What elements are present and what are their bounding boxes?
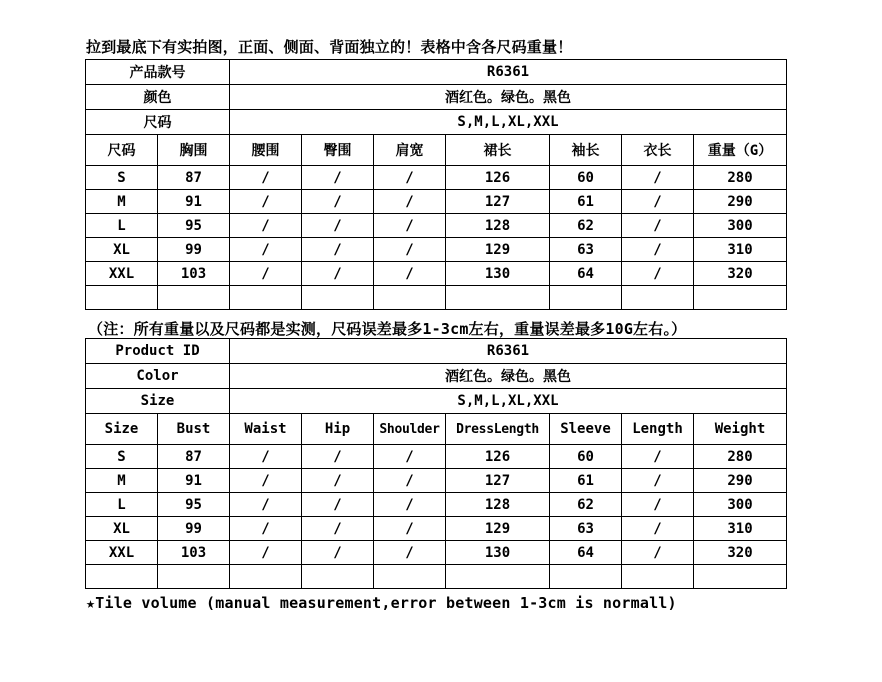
cell: 99: [158, 238, 230, 262]
size-list-row: [86, 389, 787, 414]
header-cell: 肩宽: [374, 135, 446, 166]
cell: /: [374, 238, 446, 262]
cell: 130: [446, 262, 550, 286]
cell: /: [230, 541, 302, 565]
cell: L: [86, 214, 158, 238]
cell: /: [302, 541, 374, 565]
measurement-note: （注：所有重量以及尺码都是实测，尺码误差最多1-3cm左右，重量误差最多10G左右。）: [88, 320, 687, 338]
cell: 63: [550, 238, 622, 262]
color-label: Color: [86, 364, 230, 389]
cell: 320: [694, 541, 787, 565]
color-row: [86, 85, 787, 110]
cell: /: [230, 190, 302, 214]
cell: /: [622, 493, 694, 517]
cell: /: [622, 190, 694, 214]
cell: 290: [694, 469, 787, 493]
table-row: [86, 262, 787, 286]
header-cell: 衣长: [622, 135, 694, 166]
product-id-value: R6361: [230, 339, 787, 364]
cell: 127: [446, 190, 550, 214]
cell: 129: [446, 238, 550, 262]
cell: 95: [158, 493, 230, 517]
cell: 64: [550, 541, 622, 565]
size-label: 尺码: [86, 110, 230, 135]
cell: M: [86, 469, 158, 493]
footer-note: ★Tile volume (manual measurement,error between 1-3cm is normall): [86, 594, 677, 612]
cell: 127: [446, 469, 550, 493]
cell: 103: [158, 262, 230, 286]
cell: /: [622, 445, 694, 469]
header-cell: Size: [86, 414, 158, 445]
header-cell: 尺码: [86, 135, 158, 166]
size-label: Size: [86, 389, 230, 414]
cell: /: [374, 541, 446, 565]
cell: XXL: [86, 541, 158, 565]
cell: /: [302, 166, 374, 190]
cell: /: [374, 214, 446, 238]
cell: /: [302, 493, 374, 517]
cell: /: [230, 238, 302, 262]
table-row: [86, 517, 787, 541]
header-cell: Bust: [158, 414, 230, 445]
cell: XL: [86, 517, 158, 541]
table-row: [86, 541, 787, 565]
empty-row: [86, 565, 787, 589]
cell: 300: [694, 214, 787, 238]
cell: /: [374, 262, 446, 286]
cell: 87: [158, 166, 230, 190]
cell: 60: [550, 166, 622, 190]
cell: /: [230, 166, 302, 190]
cell: /: [622, 214, 694, 238]
cell: 290: [694, 190, 787, 214]
header-cell: DressLength: [446, 414, 550, 445]
color-value: 酒红色。绿色。黑色: [230, 364, 787, 389]
cell: /: [302, 517, 374, 541]
header-cell: 重量（G）: [694, 135, 787, 166]
cell: /: [622, 541, 694, 565]
table-row: [86, 493, 787, 517]
table-row: [86, 238, 787, 262]
cell: /: [230, 445, 302, 469]
empty-row: [86, 286, 787, 310]
cell: 61: [550, 190, 622, 214]
table-row: [86, 190, 787, 214]
cell: 64: [550, 262, 622, 286]
size-table-chinese: [85, 59, 787, 310]
color-value: 酒红色。绿色。黑色: [230, 85, 787, 110]
product-id-value: R6361: [230, 60, 787, 85]
size-list-row: [86, 110, 787, 135]
product-id-row: [86, 60, 787, 85]
header-cell: Shoulder: [374, 414, 446, 445]
cell: /: [302, 238, 374, 262]
cell: /: [230, 469, 302, 493]
cell: 320: [694, 262, 787, 286]
cell: /: [622, 517, 694, 541]
header-row: [86, 414, 787, 445]
cell: L: [86, 493, 158, 517]
cell: S: [86, 166, 158, 190]
header-cell: 裙长: [446, 135, 550, 166]
cell: 126: [446, 166, 550, 190]
color-row: [86, 364, 787, 389]
header-cell: 袖长: [550, 135, 622, 166]
cell: 310: [694, 517, 787, 541]
cell: M: [86, 190, 158, 214]
cell: 87: [158, 445, 230, 469]
cell: /: [302, 262, 374, 286]
table-row: [86, 469, 787, 493]
size-list-value: S,M,L,XL,XXL: [230, 110, 787, 135]
cell: /: [622, 166, 694, 190]
cell: /: [230, 517, 302, 541]
header-cell: Length: [622, 414, 694, 445]
cell: 310: [694, 238, 787, 262]
cell: /: [622, 469, 694, 493]
cell: 128: [446, 214, 550, 238]
cell: 130: [446, 541, 550, 565]
cell: XL: [86, 238, 158, 262]
cell: 126: [446, 445, 550, 469]
header-cell: Sleeve: [550, 414, 622, 445]
cell: 280: [694, 166, 787, 190]
cell: 128: [446, 493, 550, 517]
size-table-english: [85, 338, 787, 589]
header-cell: Weight: [694, 414, 787, 445]
cell: 61: [550, 469, 622, 493]
cell: /: [374, 517, 446, 541]
cell: 91: [158, 190, 230, 214]
cell: XXL: [86, 262, 158, 286]
product-id-label: Product ID: [86, 339, 230, 364]
cell: 300: [694, 493, 787, 517]
header-cell: Waist: [230, 414, 302, 445]
cell: 91: [158, 469, 230, 493]
cell: 103: [158, 541, 230, 565]
size-list-value: S,M,L,XL,XXL: [230, 389, 787, 414]
cell: /: [302, 469, 374, 493]
cell: /: [374, 445, 446, 469]
cell: /: [622, 262, 694, 286]
cell: S: [86, 445, 158, 469]
cell: 129: [446, 517, 550, 541]
cell: /: [302, 214, 374, 238]
top-note: 拉到最底下有实拍图，正面、侧面、背面独立的！表格中含各尺码重量！: [86, 38, 573, 56]
cell: /: [302, 190, 374, 214]
cell: /: [374, 493, 446, 517]
cell: 60: [550, 445, 622, 469]
cell: 63: [550, 517, 622, 541]
header-cell: Hip: [302, 414, 374, 445]
cell: 95: [158, 214, 230, 238]
cell: /: [374, 190, 446, 214]
header-cell: 腰围: [230, 135, 302, 166]
header-cell: 臀围: [302, 135, 374, 166]
table-row: [86, 214, 787, 238]
table-row: [86, 166, 787, 190]
cell: /: [622, 238, 694, 262]
cell: /: [374, 166, 446, 190]
cell: 99: [158, 517, 230, 541]
cell: /: [230, 262, 302, 286]
header-cell: 胸围: [158, 135, 230, 166]
color-label: 颜色: [86, 85, 230, 110]
cell: /: [302, 445, 374, 469]
product-id-row: [86, 339, 787, 364]
header-row: [86, 135, 787, 166]
cell: 280: [694, 445, 787, 469]
cell: /: [374, 469, 446, 493]
cell: 62: [550, 493, 622, 517]
cell: /: [230, 493, 302, 517]
cell: 62: [550, 214, 622, 238]
product-id-label: 产品款号: [86, 60, 230, 85]
table-row: [86, 445, 787, 469]
cell: /: [230, 214, 302, 238]
